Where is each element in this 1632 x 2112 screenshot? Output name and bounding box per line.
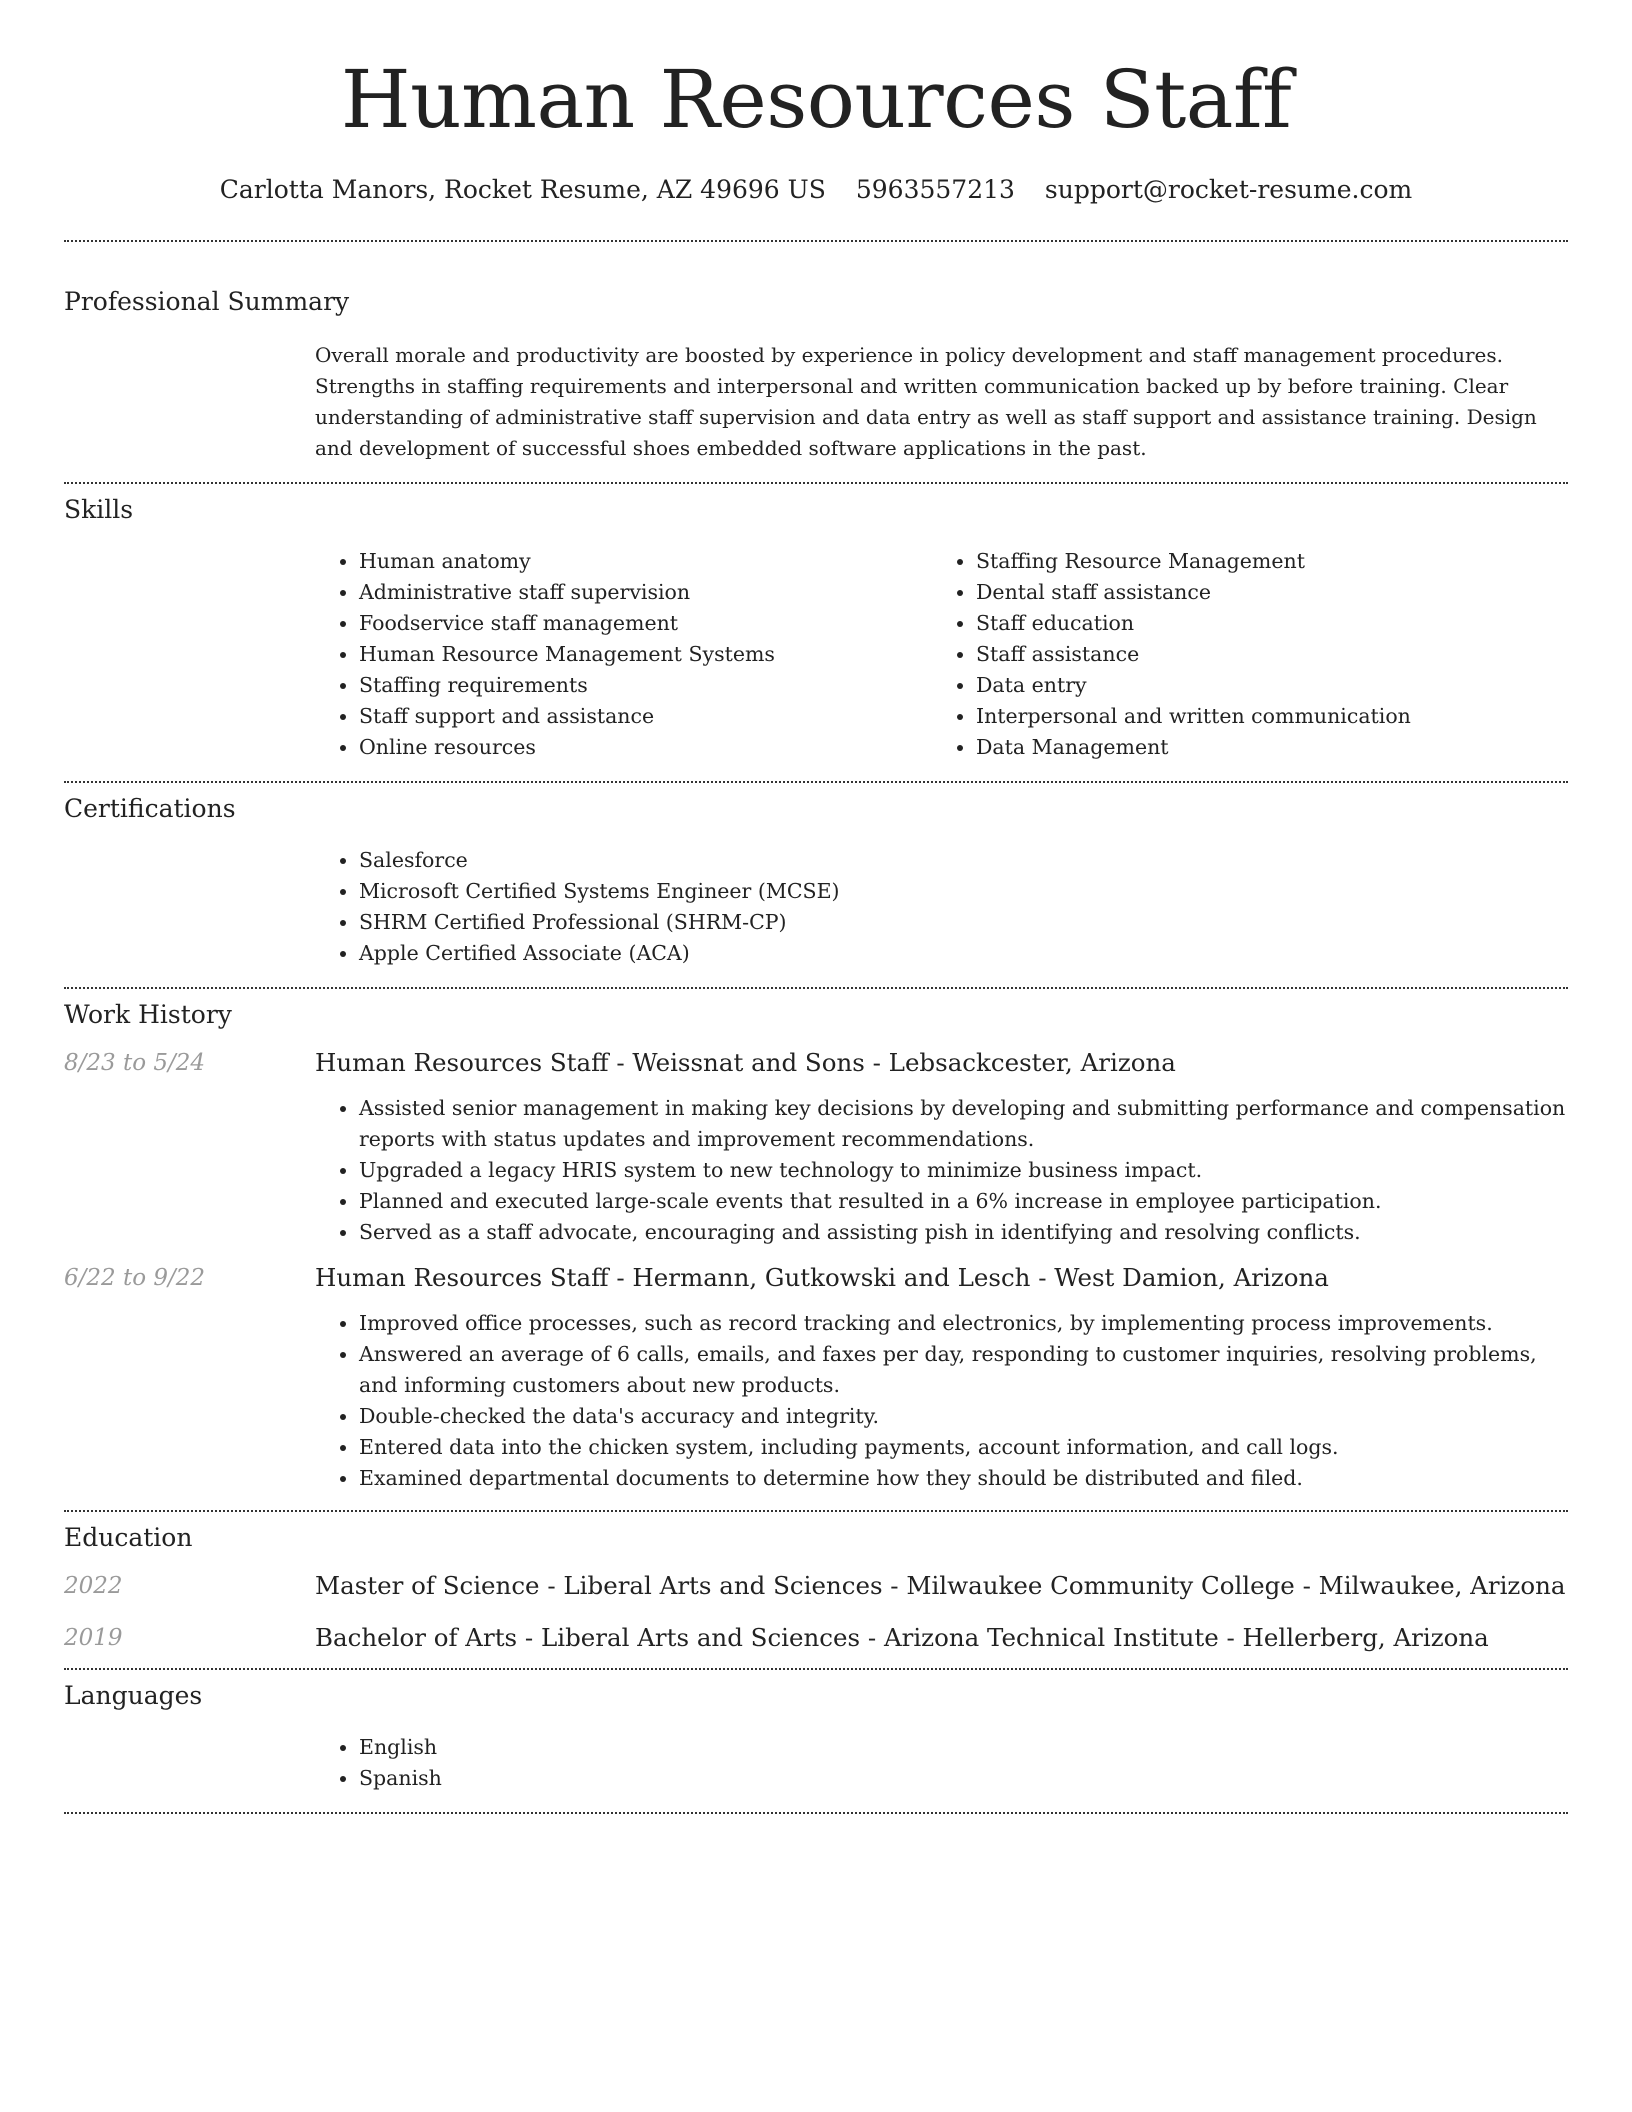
contact-phone: 5963557213 — [855, 175, 1015, 204]
language-item: • English — [359, 1732, 1568, 1763]
certifications-heading: Certifications — [64, 794, 236, 823]
skills-list-left — [315, 546, 932, 763]
education-section — [64, 1512, 1568, 1654]
skill-item: • Staffing requirements — [359, 670, 932, 701]
job-title: Human Resources Staff - Weissnat and Sons - Lebsackcester, Arizona — [315, 1048, 1176, 1077]
certification-item: • Salesforce — [359, 845, 1568, 876]
job-bullet: • Examined departmental documents to determine how they should be distributed and filed. — [359, 1463, 1568, 1494]
job-bullet: • Improved office processes, such as record tracking and electronics, by implementing process improvements. — [359, 1308, 1568, 1339]
job-entry — [64, 1047, 1568, 1248]
languages-section — [64, 1670, 1568, 1794]
certification-item: • Apple Certified Associate (ACA) — [359, 938, 1568, 969]
certification-item: • SHRM Certified Professional (SHRM-CP) — [359, 907, 1568, 938]
job-bullet: • Assisted senior management in making key decisions by developing and submitting performance and compensation reports with status updates and improvement recommendations. — [359, 1093, 1568, 1155]
job-bullet: • Planned and executed large-scale events that resulted in a 6% increase in employee participation. — [359, 1186, 1568, 1217]
skill-item: • Dental staff assistance — [976, 577, 1549, 608]
job-bullets — [315, 1308, 1568, 1494]
certifications-section — [64, 783, 1568, 969]
skill-item: • Interpersonal and written communication — [976, 701, 1549, 732]
certifications-list — [315, 845, 1568, 969]
section-divider — [64, 240, 1568, 242]
languages-heading: Languages — [64, 1681, 203, 1710]
skill-item: • Staff education — [976, 608, 1549, 639]
contact-address: Carlotta Manors, Rocket Resume, AZ 49696 US — [219, 175, 826, 204]
skill-item: • Human anatomy — [359, 546, 932, 577]
education-entry — [64, 1570, 1568, 1602]
resume-name: Human Resources Staff — [340, 53, 1292, 146]
certification-item: • Microsoft Certified Systems Engineer (MCSE) — [359, 876, 1568, 907]
education-year: 2022 — [64, 1573, 123, 1599]
languages-list — [315, 1732, 1568, 1794]
work-history-heading: Work History — [64, 1000, 232, 1029]
education-degree: Bachelor of Arts - Liberal Arts and Sciences - Arizona Technical Institute - Hellerberg, Arizona — [315, 1623, 1489, 1652]
education-heading: Education — [64, 1523, 193, 1552]
contact-line — [64, 174, 1568, 206]
job-bullet: • Upgraded a legacy HRIS system to new technology to minimize business impact. — [359, 1155, 1568, 1186]
skills-heading: Skills — [64, 495, 134, 524]
skill-item: • Administrative staff supervision — [359, 577, 932, 608]
job-entry — [64, 1262, 1568, 1510]
skill-item: • Staff assistance — [976, 639, 1549, 670]
job-title: Human Resources Staff - Hermann, Gutkowski and Lesch - West Damion, Arizona — [315, 1263, 1329, 1292]
summary-heading: Professional Summary — [64, 287, 350, 316]
skill-item: • Data entry — [976, 670, 1549, 701]
job-bullets — [315, 1093, 1568, 1248]
job-bullet: • Answered an average of 6 calls, emails, and faxes per day, responding to customer inquiries, resolving problems, and informing customers about new products. — [359, 1339, 1568, 1401]
skill-item: • Online resources — [359, 732, 932, 763]
skill-item: • Data Management — [976, 732, 1549, 763]
skill-item: • Human Resource Management Systems — [359, 639, 932, 670]
job-dates: 8/23 to 5/24 — [64, 1050, 206, 1076]
section-divider — [64, 1812, 1568, 1814]
skill-item: • Staffing Resource Management — [976, 546, 1549, 577]
contact-email: support@rocket-resume.com — [1044, 175, 1413, 204]
job-bullet: • Entered data into the chicken system, including payments, account information, and call logs. — [359, 1432, 1568, 1463]
language-item: • Spanish — [359, 1763, 1568, 1794]
education-year: 2019 — [64, 1625, 123, 1651]
skills-section — [64, 484, 1568, 763]
skills-list-right — [932, 546, 1549, 763]
skill-item: • Foodservice staff management — [359, 608, 932, 639]
education-degree: Master of Science - Liberal Arts and Sciences - Milwaukee Community College - Milwaukee, Arizona — [315, 1571, 1566, 1600]
job-dates: 6/22 to 9/22 — [64, 1265, 206, 1291]
summary-section — [64, 286, 1568, 464]
job-bullet: • Served as a staff advocate, encouraging and assisting pish in identifying and resolving conflicts. — [359, 1217, 1568, 1248]
education-entry — [64, 1622, 1568, 1654]
work-history-section — [64, 989, 1568, 1510]
summary-text: Overall morale and productivity are boosted by experience in policy development and staff management procedures. Strengths in staffing requirements and interpersonal and written communication backed up by before training. Clear understanding of administrative staff supervision and data entry as well as staff support and assistance training. Design and development of successful shoes embedded software applications in the past. — [315, 343, 1537, 460]
skill-item: • Staff support and assistance — [359, 701, 932, 732]
job-bullet: • Double-checked the data's accuracy and integrity. — [359, 1401, 1568, 1432]
